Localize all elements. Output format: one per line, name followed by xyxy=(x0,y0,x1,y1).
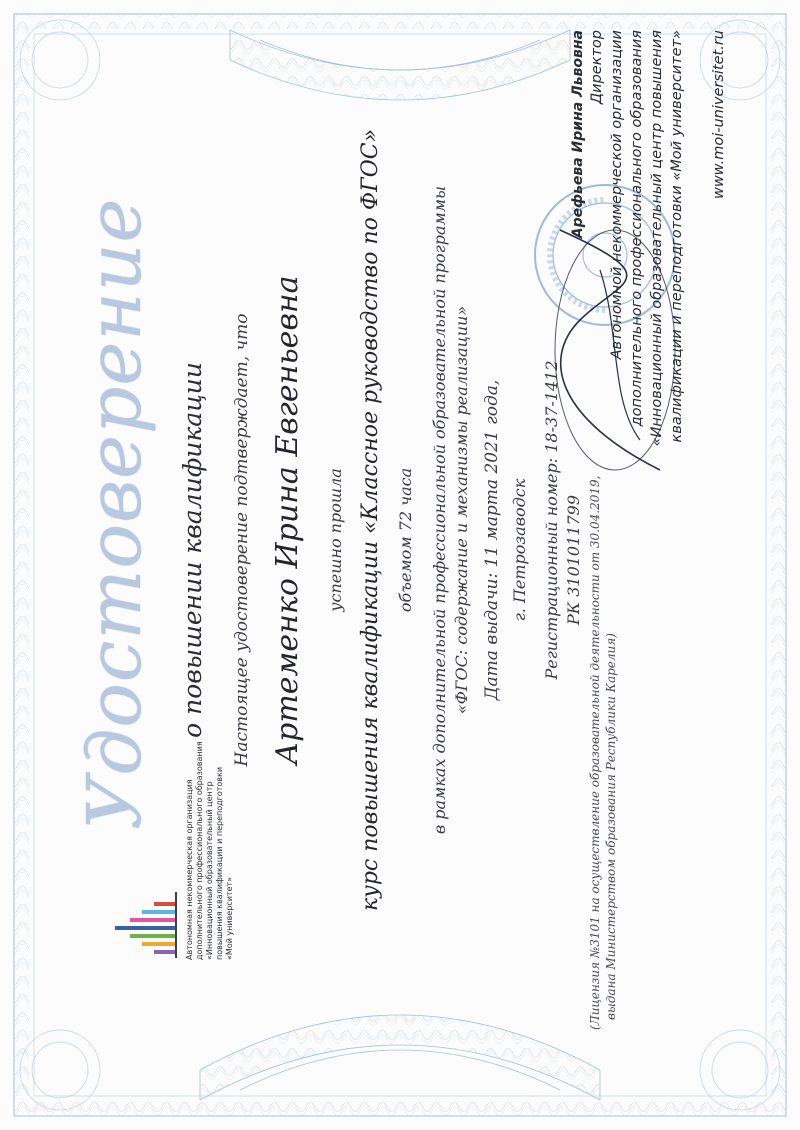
university-logo-icon xyxy=(110,890,180,960)
signatory-position: Директор xyxy=(589,30,605,105)
signatory-org-line-2: дополнительного профессионального образования xyxy=(629,30,645,427)
registration-number: Регистрационный номер: 18-37-1412 xyxy=(542,360,561,680)
website-link[interactable]: www.moi-universitet.ru xyxy=(711,30,727,200)
certificate-subtitle: о повышении квалификации xyxy=(178,362,207,738)
course-volume: объемом 72 часа xyxy=(396,467,415,613)
program-line-2: «ФГОС: содержание и механизмы реализации» xyxy=(452,305,471,715)
org-logo-line-2: дополнительного профессионального образования xyxy=(195,741,204,960)
org-logo-line-3: «Инновационный образовательный центр xyxy=(205,781,214,960)
course-title: курс повышения квалификации «Классное руководство по ФГОС» xyxy=(358,128,383,912)
signatory-org-line-4: квалификации и переподготовки «Мой университет» xyxy=(669,30,685,443)
signatory-org-line-1: Автономной некоммерческой организации xyxy=(609,30,625,360)
rk-number: РК 3101011799 xyxy=(564,494,583,626)
passed-text: успешно прошла xyxy=(326,468,345,612)
license-line-1: (Лицензия №3101 на осуществление образовательной деятельности от 30.04.2019, xyxy=(588,475,602,1030)
program-line-1: в рамках дополнительной профессиональной образовательной программы xyxy=(430,185,449,835)
org-logo-line-1: Автономная некоммерческая организация xyxy=(185,779,194,960)
intro-text: Настоящее удостоверение подтверждает, что xyxy=(232,313,252,767)
org-logo-line-5: «Мой университет» xyxy=(225,876,234,960)
recipient-name: Артеменко Ирина Евгеньевна xyxy=(270,275,305,765)
issue-date: Дата выдачи: 11 марта 2021 года, xyxy=(482,379,502,701)
signatory-name: Арефьева Ирина Львовна xyxy=(570,30,586,239)
signatory-org-line-3: «Инновационный образовательный центр повышения xyxy=(649,30,665,447)
license-line-2: выдана Министерством образования Республики Карелия) xyxy=(604,633,618,1020)
issue-city: г. Петрозаводск xyxy=(510,478,529,622)
certificate-title: Удостоверение xyxy=(72,197,158,830)
org-logo-line-4: повышения квалификации и переподготовки xyxy=(215,766,224,960)
